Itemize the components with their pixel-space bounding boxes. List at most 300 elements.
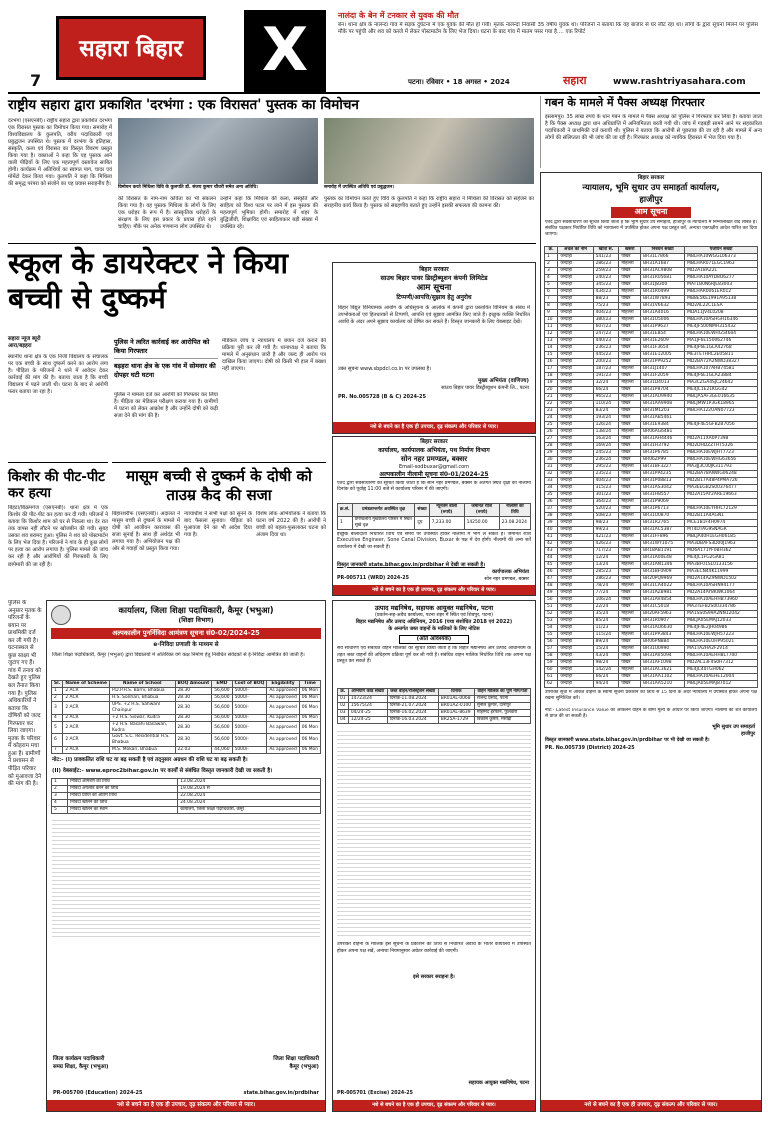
table-cell: निविदा प्राप्ति की अंतिम तिथि <box>68 792 178 799</box>
table-cell: 541/23 <box>593 253 619 260</box>
table-row <box>545 484 758 491</box>
table-cell: 13.08.2024 <box>178 778 321 785</box>
table-cell: 6 <box>545 288 558 295</box>
school-story <box>8 246 326 456</box>
table-cell: मोहल्ला <box>619 561 641 568</box>
table-cell: 8 <box>545 302 558 309</box>
table-cell: MA3CZGA4SJC24642 <box>685 379 758 386</box>
table-header-row <box>52 680 321 687</box>
table-cell: BR31L7866 <box>641 253 685 260</box>
table-cell: 142/24 <box>593 666 619 673</box>
table-cell: 11/23 <box>593 624 619 631</box>
table-cell: पोखर <box>619 540 641 547</box>
table-cell: MD6A171YF0BH362 <box>685 547 758 554</box>
table-cell: 3 <box>52 701 63 714</box>
ad-excise-law2: के अन्तर्गत जब्त वाहनों के मालिकों के लिए नोटिस <box>388 625 480 632</box>
ad-shiksha-subtitle: e-निविदा प्रणाली के माध्यम से <box>153 641 219 648</box>
ad-power-body: बिहार विद्युत विनियामक आयोग के अधिसूचना के आलोक में कंपनी द्वारा प्रस्तावित विनियम के संबंध में उपभोक्ताओं एवं हितधारकों से टिप्पणी, आपत्ति एवं सुझाव आमंत्रित किए जाते हैं। इच्छुक व्यक्ति निर्धारित अवधि के अंदर अपने सुझाव कार्यालय को प्रेषित कर सकते हैं। विस्तृत जानकारी के लिए वेबसाइट देखें। <box>338 305 530 325</box>
masoom-headline: मासूम बच्ची से दुष्कर्म के दोषी को ताउम्र कैद की सजा <box>126 467 312 504</box>
table-cell: 21 <box>545 393 558 400</box>
table-cell: UPS. +2 H.S. Sahwanl Chainpur <box>109 701 175 714</box>
table-cell: BR31P8704 <box>641 386 685 393</box>
table-cell: राजेन्द्र प्रसाद, पटना <box>474 696 530 703</box>
table-row <box>545 540 758 547</box>
table-cell: 717/23 <box>593 547 619 554</box>
table-cell: MBLHAR071EGC1963 <box>685 260 758 267</box>
table-header: Sl. <box>52 680 63 687</box>
table-cell: निविदा खोलने की तिथि <box>68 799 178 806</box>
table-cell: पोखर <box>619 526 641 533</box>
table-cell: MD2B11A4AGN1 <box>685 512 758 519</box>
table-cell: 14250.00 <box>464 516 499 529</box>
ad-power <box>332 262 536 434</box>
table-cell: MBLHA10EUHP95021 <box>685 638 758 645</box>
table-header: Time <box>299 680 320 687</box>
table-cell: MD2A18AZ2L <box>685 267 758 274</box>
table-cell: 29 <box>545 449 558 456</box>
ad-shiksha-footer: नशे से बचने का है एक ही उपचार, दृढ़ संकल्प और परिवार से प्यार। <box>47 1100 325 1111</box>
ad-sone <box>332 436 536 596</box>
table-cell: 28 <box>545 442 558 449</box>
table-cell: 77/24 <box>593 589 619 596</box>
section-rule <box>8 243 536 244</box>
table-cell: पोखर <box>619 253 641 260</box>
ad-shiksha <box>46 600 326 1112</box>
table-cell: जन्दाहा <box>558 267 593 274</box>
table-cell: पोखर <box>619 274 641 281</box>
table-cell: BR31A00E48 <box>641 554 685 561</box>
table-cell: पोखर <box>619 337 641 344</box>
table-cell: जन्दाहा <box>558 330 593 337</box>
table-cell: BR31BF3227 <box>641 463 685 470</box>
table-row <box>52 792 321 799</box>
table-cell: जन्दाहा <box>558 442 593 449</box>
table-cell: MBLJA40H1EGH06185 <box>685 533 758 540</box>
table-cell: 15675/24 <box>348 703 387 710</box>
table-cell: ME4JC40TGH062 <box>685 666 758 673</box>
table-cell: 56,600 <box>212 701 232 714</box>
ad-court-body-2: उपरोक्त सूची में अंकित वाहनों के स्वामी सूचना प्रकाशन की तिथि से 15 दिनों के अंदर न्यायालय में उपस्थित होकर अपना पक्ष रखना सुनिश्चित करें। <box>545 689 757 701</box>
table-row <box>545 624 758 631</box>
table-cell: 34 <box>545 484 558 491</box>
table-cell: 36 <box>545 498 558 505</box>
table-cell: 4 <box>545 274 558 281</box>
ad-power-header: बिहार सरकार <box>419 266 449 273</box>
table-cell: BR31F2059 <box>641 372 685 379</box>
table-row <box>545 267 758 274</box>
table-row <box>545 386 758 393</box>
table-cell: MT4DTAG9SNAGR <box>685 526 758 533</box>
table-cell: Govt. S.C. Residential H.S. Bhabua <box>109 734 175 747</box>
table-cell: जन्दाहा <box>558 260 593 267</box>
table-header: न्यूनतम बोली (रुपये) <box>429 503 464 516</box>
table-cell: 56,600 <box>212 687 232 694</box>
table-cell: BR31AA5210 <box>641 680 685 687</box>
table-cell: जन्दाहा <box>558 470 593 477</box>
table-cell: 1 <box>338 516 353 529</box>
table-cell: MA3DBAFS3D00J1963 <box>685 540 758 547</box>
table-cell: जन्दाहा <box>558 351 593 358</box>
table-cell: 37 <box>545 505 558 512</box>
table-cell: BR31AU6630 <box>641 624 685 631</box>
table-cell: पोखर <box>619 575 641 582</box>
table-cell: 56,600 <box>212 714 232 721</box>
table-cell: 28.30 <box>175 714 212 721</box>
table-cell: जन्दाहा <box>558 337 593 344</box>
table-row <box>545 379 758 386</box>
table-cell: BR31U0990 <box>641 645 685 652</box>
table-cell: 17 <box>545 365 558 372</box>
table-row <box>338 717 531 724</box>
table-cell: 56,600 <box>212 694 232 701</box>
table-header-row <box>545 246 758 253</box>
table-row <box>52 687 321 694</box>
table-cell: 7 <box>545 295 558 302</box>
table-cell: जन्दाहा <box>558 323 593 330</box>
table-cell: BR31AC9808 <box>641 267 685 274</box>
table-cell: जन्दाहा <box>558 484 593 491</box>
table-cell: BR31AC5387 <box>641 526 685 533</box>
table-cell: मोहल्ला <box>619 330 641 337</box>
ad-sone-body-2: इच्छुक बोलीदाता निर्धारित तिथि एवं समय पर उपस्थित होकर नीलामी में भाग ले सकते हैं। जमानत राशि Executive Engineer, Sone Canal Division, Buxar के पक्ष में देय होगी। नीलामी की अन्य शर्तें कार्यालय में देखी जा सकती हैं। <box>337 531 531 550</box>
table-cell: जन्दाहा <box>558 631 593 638</box>
table-cell: 02 <box>338 703 349 710</box>
table-cell: 1 <box>52 687 63 694</box>
table-cell: 259/23 <box>593 267 619 274</box>
website: www.rashtriyasahara.com <box>613 77 746 87</box>
table-cell: 04/24-25 <box>348 710 387 717</box>
table-cell: 2 ACR <box>63 747 110 754</box>
table-cell: मोहल्ला <box>619 631 641 638</box>
table-cell: MD2A15AY2ARE19663 <box>685 491 758 498</box>
table-row <box>545 449 758 456</box>
table-cell: जन्दाहा <box>558 295 593 302</box>
table-cell: पोखर <box>619 652 641 659</box>
ad-court-signatory-2: हाजीपुर <box>741 730 755 737</box>
table-cell: 83/24 <box>593 407 619 414</box>
table-cell: जन्दाहा <box>558 491 593 498</box>
table-row <box>545 442 758 449</box>
table-cell: 98/24 <box>593 659 619 666</box>
table-cell: 56,600 <box>212 721 232 734</box>
table-cell: 22.08.2024 <box>178 792 321 799</box>
table-cell: 28.30 <box>175 694 212 701</box>
table-cell: 295/23 <box>593 463 619 470</box>
x-logo <box>244 10 326 92</box>
table-cell: मोहल्ला <box>619 316 641 323</box>
table-cell: मोहल्ला <box>619 533 641 540</box>
table-cell: 85/24 <box>593 617 619 624</box>
table-cell: 169/24 <box>593 442 619 449</box>
table-cell: पोखर <box>619 386 641 393</box>
table-cell: जन्दाहा <box>558 659 593 666</box>
table-cell: MCE1B1F4H0974 <box>685 519 758 526</box>
table-cell: 06 Mon <box>299 734 320 747</box>
table-cell: MBLHA122UAN07723 <box>685 407 758 414</box>
ad-sone-org: कार्यालय, कार्यपालक अभियंता, पथ निर्माण विभाग <box>378 446 490 454</box>
table-cell: पोखर <box>619 617 641 624</box>
table-cell: मोहल्ला <box>619 610 641 617</box>
table-cell: कार्यालय, जिला शिक्षा पदाधिकारी, कैमूर <box>178 806 321 813</box>
table-cell: 89/24 <box>593 638 619 645</box>
table-cell: जन्दाहा <box>558 316 593 323</box>
table-cell: MBLHA10EWJHT7723 <box>685 449 758 456</box>
ad-sone-footer: नशे से बचने का है एक ही उपचार, दृढ़ संकल्प और परिवार से प्यार। <box>333 585 535 595</box>
ad-shiksha-sign-left <box>53 1056 109 1071</box>
table-cell: दिनांक-16.03.2024 <box>387 717 438 724</box>
table-cell: BR31W7893 <box>641 295 685 302</box>
table-cell: पोखर <box>619 477 641 484</box>
table-cell: 5000/- <box>232 747 267 754</box>
ad-power-signatory: मुख्य अभियंता (वाणिज्य) <box>478 378 529 385</box>
kishor-body: बिहटा/बिक्रमगंज (एसएनबी)। थाना क्षेत्र में एक किशोर की पीट-पीट कर हत्या कर दी गयी। परिजनों ने बताया कि किशोर शाम को घर से निकला था। देर रात तक वापस नहीं लौटने पर खोजबीन की गयी। सुबह उसका शव बरामद हुआ। पुलिस ने शव को पोस्टमार्टम के लिए भेज दिया है। परिजनों ने गांव के ही कुछ लोगों पर हत्या का आरोप लगाया है। पुलिस मामले की जांच कर रही है और आरोपियों की गिरफ्तारी के लिए छापेमारी की जा रही है। <box>8 505 108 568</box>
table-cell: As approved <box>267 714 299 721</box>
table-cell: 57 <box>545 645 558 652</box>
signatory-org: कैमूर (भभुआ) <box>289 1063 319 1070</box>
table-header: खाता सं. <box>593 246 619 253</box>
lead-headline: राष्ट्रीय सहारा द्वारा प्रकाशित 'दरभंगा : एक विरासत' पुस्तक का विमोचन <box>8 97 359 113</box>
table-cell: 27 <box>545 435 558 442</box>
table-cell: 28.30 <box>175 701 212 714</box>
table-cell: 98/23 <box>593 519 619 526</box>
lead-photo-1 <box>118 118 318 184</box>
table-cell: 51 <box>545 603 558 610</box>
table-row <box>545 638 758 645</box>
table-cell: 110/24 <box>593 400 619 407</box>
table-cell: 5000/- <box>232 687 267 694</box>
table-cell: 14 <box>545 344 558 351</box>
table-cell: 247/23 <box>593 330 619 337</box>
table-cell: जन्दाहा <box>558 512 593 519</box>
table-row <box>545 365 758 372</box>
table-cell: पोखर <box>619 603 641 610</box>
table-cell: 15 <box>545 351 558 358</box>
table-cell: पोखर <box>619 414 641 421</box>
table-cell: BR31R2765 <box>641 519 685 526</box>
table-cell: MBLJMW1P3GK18965 <box>685 400 758 407</box>
table-cell: 06 Mon <box>299 747 320 754</box>
table-cell: 19 <box>545 379 558 386</box>
table-row <box>52 721 321 734</box>
table-cell: जन्दाहा <box>558 575 593 582</box>
table-cell: 38 <box>545 512 558 519</box>
table-cell: 440/23 <box>593 337 619 344</box>
table-cell: BR31FF896 <box>641 533 685 540</box>
table-row <box>52 747 321 754</box>
table-cell: जन्दाहा <box>558 302 593 309</box>
table-cell: प्रमण्डलीय मुख्यालय परिसर में स्थित सूखे वृक्ष <box>352 516 415 529</box>
ad-court-table <box>544 246 758 688</box>
table-cell: जन्दाहा <box>558 400 593 407</box>
table-cell: 285/23 <box>593 568 619 575</box>
table-cell: 286/23 <box>593 575 619 582</box>
table-row <box>545 344 758 351</box>
table-cell: मोहल्ला <box>619 365 641 372</box>
table-cell: BR31R0499 <box>641 288 685 295</box>
table-cell: 94/24 <box>593 680 619 687</box>
table-cell: As approved <box>267 747 299 754</box>
table-cell: 245/23 <box>593 449 619 456</box>
table-cell: BR31E854 <box>641 330 685 337</box>
ad-sone-table-wrap <box>337 503 531 530</box>
table-cell: 4 <box>52 714 63 721</box>
table-cell: BR31A1687 <box>641 260 685 267</box>
table-cell: 04 <box>338 717 349 724</box>
gaban-headline: गबन के मामले में पैक्स अध्यक्ष गिरफ्तार <box>545 96 705 109</box>
table-cell: MBLHA10AYD8O6277 <box>685 274 758 281</box>
table-cell: सुनील कुमार, दानापुर <box>474 703 530 710</box>
table-cell: 404/23 <box>593 477 619 484</box>
table-cell: BR31U0870 <box>641 512 685 519</box>
table-cell: दिनांक-16.02.2024 <box>387 710 438 717</box>
table-cell: 7,233.00 <box>429 516 464 529</box>
table-cell: 66/24 <box>593 673 619 680</box>
table-cell: 2 <box>52 694 63 701</box>
table-cell: 50 <box>545 596 558 603</box>
table-cell: ME4JC1FG2GA81 <box>685 554 758 561</box>
table-cell: पोखर <box>619 435 641 442</box>
ad-court-signatory: भूमि सुधार उप समाहर्ता <box>712 723 755 730</box>
school-body-2: पुलिस ने मामला दर्ज कर आरोपी को गिरफ्तार कर लिया है। पीड़िता का मेडिकल परीक्षण कराया गया है। ग्रामीणों में घटना को लेकर आक्रोश है और उन्होंने दोषी को कड़ी सजा देने की मांग की है। <box>114 392 218 420</box>
table-row <box>545 477 758 484</box>
table-cell: 99/23 <box>593 526 619 533</box>
table-cell: मोहल्ला <box>619 379 641 386</box>
table-cell: MA3JJ3C00JK311793 <box>685 463 758 470</box>
table-cell: जन्दाहा <box>558 638 593 645</box>
table-cell: 965/23 <box>593 393 619 400</box>
table-cell: 22 <box>545 400 558 407</box>
table-cell: 59 <box>545 659 558 666</box>
table-header-row <box>338 689 531 696</box>
table-cell: 35 <box>545 491 558 498</box>
table-cell: जन्दाहा <box>558 407 593 414</box>
table-cell: 45 <box>545 561 558 568</box>
table-cell: MBLHA107AHB74581 <box>685 365 758 372</box>
table-cell: 5 <box>545 281 558 288</box>
table-cell: As approved <box>267 687 299 694</box>
table-row <box>545 498 758 505</box>
table-cell: 315/23 <box>593 484 619 491</box>
masoom-body-3: विशेष लोक अभियोजक ने बताया कि घटना वर्ष 2022 की है। आरोपी ने बच्ची को बहला-फुसलाकर घटना को अंजाम दिया था। <box>256 511 326 539</box>
table-header: Cost of BOQ <box>232 680 267 687</box>
table-cell: 58 <box>545 652 558 659</box>
table-cell: 23 <box>545 407 558 414</box>
table-row <box>545 610 758 617</box>
table-header: पंजीयन संख्या <box>685 246 758 253</box>
table-cell: +2 H.S. Siswar, Kudra <box>109 714 175 721</box>
ad-court-note: नोट:- Latest Insurance Value का आकलन वाहन के बीमा मूल्य के आधार पर किया जाएगा। नीलामी की शर्तें कार्यालय से प्राप्त की जा सकती हैं। <box>545 707 757 719</box>
table-cell: 5000/- <box>232 721 267 734</box>
table-cell: BR31PP4235 <box>641 470 685 477</box>
masthead-logo: सहारा बिहार <box>79 35 183 62</box>
table-cell: दूध <box>415 516 429 529</box>
table-cell: BR31V6632 <box>641 302 685 309</box>
table-cell: BR31P9069 <box>641 498 685 505</box>
table-cell: 236/23 <box>593 344 619 351</box>
table-cell: 53 <box>545 617 558 624</box>
table-cell: 193/24 <box>593 414 619 421</box>
table-cell: MD2A14AZ9NWD1502 <box>685 575 758 582</box>
school-body-1: स्थानीय थाना क्षेत्र के एक निजी विद्यालय के संचालक पर एक बच्ची के साथ दुष्कर्म करने का आरोप लगा है। पीड़िता के परिजनों ने थाने में आवेदन देकर कार्रवाई की मांग की है। बताया जाता है कि बच्ची विद्यालय में पढ़ने जाती थी। घटना के बाद से आरोपी फरार बताया जा रहा है। <box>8 354 108 396</box>
table-cell: MBLHA10AEHHB73960 <box>685 596 758 603</box>
masoom-story <box>112 462 326 596</box>
table-cell: BR31J1407 <box>641 365 685 372</box>
table-cell: जन्दाहा <box>558 582 593 589</box>
table-cell: जन्दाहा <box>558 288 593 295</box>
table-cell: 47 <box>545 575 558 582</box>
table-cell: 28.30 <box>175 734 212 747</box>
table-cell: जन्दाहा <box>558 603 593 610</box>
table-cell: MBLJA5AF3GE016635 <box>685 393 758 400</box>
table-cell: 20 <box>545 386 558 393</box>
table-cell: जन्दाहा <box>558 498 593 505</box>
kishor-story <box>8 462 108 596</box>
table-cell: BR01AZ-0100 <box>438 703 474 710</box>
table-cell: 14723/24 <box>348 696 387 703</box>
table-cell: As approved <box>267 721 299 734</box>
ad-excise-title: (अति आवश्यक) <box>399 635 469 645</box>
table-cell: 55 <box>545 631 558 638</box>
table-cell: MBLJA05EMAJ12033 <box>685 617 758 624</box>
table-cell: 380/23 <box>593 316 619 323</box>
table-cell: MA1SS0S99A2NN12042 <box>685 610 758 617</box>
table-cell: 520/23 <box>593 505 619 512</box>
ad-sone-url: विस्तृत जानकारी state.bihar.gov.in/prdbihar से देखी जा सकती है। <box>337 561 485 568</box>
table-cell: 48 <box>545 582 558 589</box>
table-cell: BR31H8557 <box>641 491 685 498</box>
kishor-headline: किशोर की पीट-पीट कर हत्या <box>8 469 105 502</box>
table-cell: BR31PP3843 <box>641 631 685 638</box>
table-cell: जन्दाहा <box>558 309 593 316</box>
table-cell: BR31BF0909 <box>641 568 685 575</box>
table-cell: MAT1B0N6RJE83003 <box>685 281 758 288</box>
table-cell: मोहल्ला <box>619 512 641 519</box>
table-row <box>52 734 321 747</box>
table-cell: 187/23 <box>593 365 619 372</box>
table-cell: 2 ACR <box>63 701 110 714</box>
table-cell: BR31CA4022 <box>641 582 685 589</box>
table-cell: 5000/- <box>232 714 267 721</box>
table-cell: 56 <box>545 638 558 645</box>
table-cell: BR31AA1102 <box>641 673 685 680</box>
ad-excise-law: बिहार मद्यनिषेध और उत्पाद अधिनियम, 2016 (यथा संशोधित 2018 एवं 2022) <box>355 619 513 626</box>
table-cell: BR31P6785 <box>641 449 685 456</box>
ad-power-subtitle: टिप्पणी/आपत्ति/सुझाव हेतु अनुरोध <box>396 294 472 302</box>
table-cell: 88/23 <box>593 295 619 302</box>
table-cell: पोखर <box>619 344 641 351</box>
table-cell: 1 <box>545 253 558 260</box>
table-cell: BR31P08813 <box>641 477 685 484</box>
table-header: EMD <box>212 680 232 687</box>
table-cell: BR31WY1075 <box>641 540 685 547</box>
table-row <box>545 617 758 624</box>
table-cell: 13/24 <box>593 561 619 568</box>
table-cell: जन्दाहा <box>558 526 593 533</box>
teaser-headline: नालंदा के बेन में टनकार से युवक की मौत <box>338 10 459 20</box>
table-cell: BR06ZP99 <box>641 456 685 463</box>
ad-court-table-wrap <box>544 246 758 688</box>
table-row <box>545 274 758 281</box>
ad-shiksha-title: अल्पकालीन पुनर्निविदा आमंत्रण सूचना सं0-02/2024-25 <box>51 628 321 639</box>
signatory: जिला शिक्षा पदाधिकारी <box>273 1056 319 1063</box>
table-row <box>52 694 321 701</box>
x-icon: X <box>261 15 309 85</box>
table-cell: BR20PQ9969 <box>641 575 685 582</box>
table-cell: 9 <box>545 309 558 316</box>
table-row <box>545 491 758 498</box>
table-cell: 301/23 <box>593 491 619 498</box>
table-row <box>545 393 758 400</box>
